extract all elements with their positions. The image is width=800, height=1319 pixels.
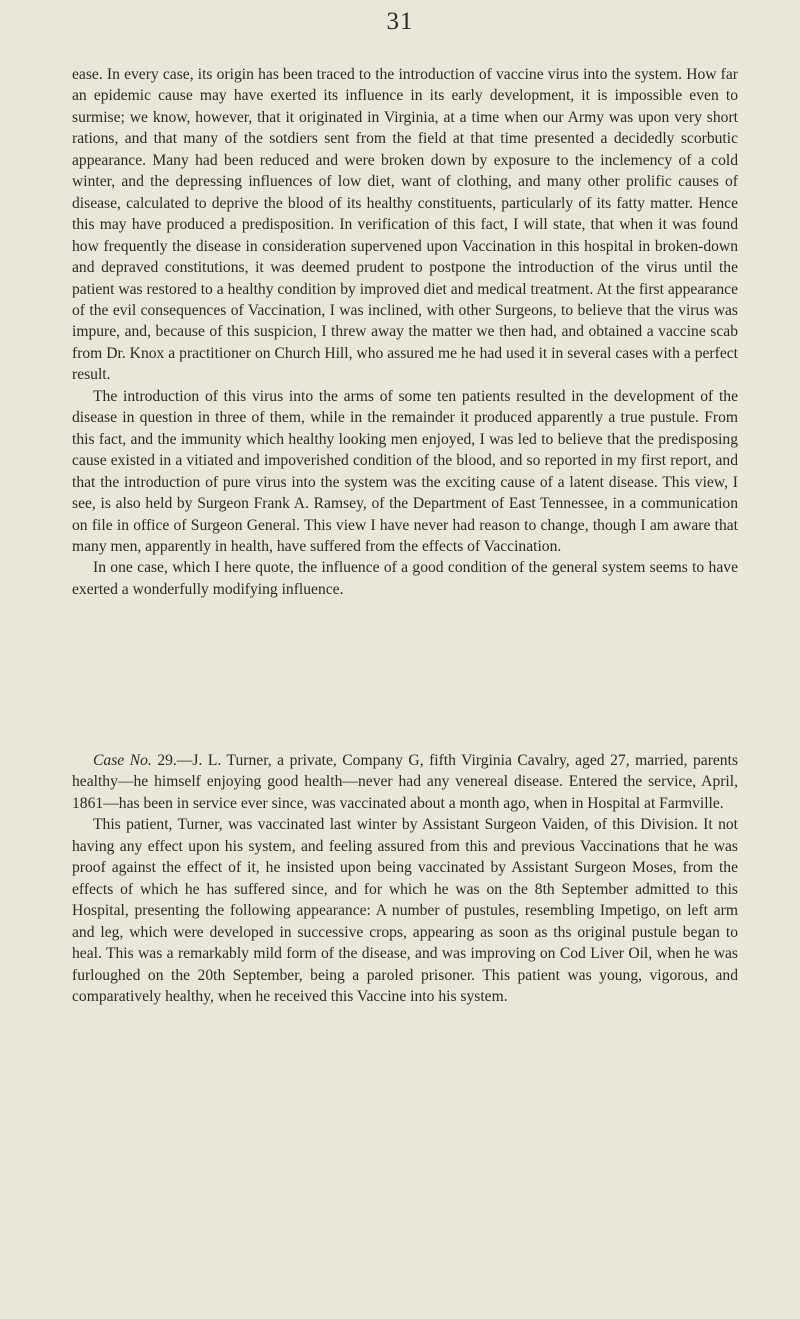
main-text-block: [72, 64, 738, 600]
paragraph: This patient, Turner, was vaccinated last winter by Assistant Surgeon Vaiden, of this Division. It not having any effect upon his system, and feeling assured from this and previous Vaccinations that he was proof against the effect of it, he insisted upon being vaccinated by Assistant Surgeon Moses, from the effects of which he has suffered since, and for which he was on the 8th September admitted to this Hospital, presenting the following appearance: A number of pustules, resembling Impetigo, on left arm and leg, which were developed in successive crops, appearing as soon as ths original pustule began to heal. This was a remarkably mild form of the disease, and was improving on Cod Liver Oil, when he was furloughed on the 20th September, being a paroled prisoner. This patient was young, vigorous, and comparatively healthy, when he received this Vaccine into his system.: [72, 816, 738, 1005]
paragraph: ease. In every case, its origin has been traced to the introduction of vaccine virus into the system. How far an epidemic cause may have exerted its influence in its early development, it is impossible even to surmise; we know, however, that it originated in Virginia, at a time when our Army was upon very short rations, and that many of the sotdiers sent from the field at that time presented a decidedly scorbutic appearance. Many had been reduced and were broken down by exposure to the inclemency of a cold winter, and the depressing influences of low diet, want of clothing, and many other prolific causes of disease, calculated to deprive the blood of its healthy constituents, particularly of its fatty matter. Hence this may have produced a predisposition. In verification of this fact, I will state, that when it was found how frequently the disease in consideration supervened upon Vaccination in this hospital in broken-down and depraved constitutions, it was deemed prudent to postpone the introduction of the virus until the patient was restored to a healthy condition by improved diet and medical treatment. At the first appearance of the evil consequences of Vaccination, I was inclined, with other Surgeons, to believe that the virus was impure, and, because of this suspicion, I threw away the matter we then had, and obtained a vaccine scab from Dr. Knox a practitioner on Church Hill, who assured me he had used it in several cases with a perfect result.: [72, 66, 738, 384]
paragraph: In one case, which I here quote, the influence of a good condition of the general system seems to have exerted a wonderfully modifying influence.: [72, 559, 738, 598]
case-label: Case No.: [93, 752, 152, 769]
page-number: 31: [386, 8, 414, 35]
case-text-block: [72, 750, 738, 1007]
case-paragraph: [72, 750, 738, 814]
case-text: 29.—J. L. Turner, a private, Company G, fifth Virginia Cavalry, aged 27, married, parents healthy—he himself enjoying good health—never had any venereal disease. Entered the service, April, 1861—has been in service ever since, was vaccinated about a month ago, when in Hospital at Farmville.: [72, 752, 739, 812]
paragraph: The introduction of this virus into the arms of some ten patients resulted in the development of the disease in question in three of them, while in the remainder it produced apparently a true pustule. From this fact, and the immunity which healthy looking men enjoyed, I was led to believe that the predisposing cause existed in a vitiated and impoverished condition of the blood, and so reported in my first report, and that the introduction of pure virus into the system was the exciting cause of a latent disease. This view, I see, is also held by Surgeon Frank A. Ramsey, of the Department of East Tennessee, in a communication on file in office of Surgeon General. This view I have never had reason to change, though I am aware that many men, apparently in health, have suffered from the effects of Vaccination.: [72, 387, 738, 555]
